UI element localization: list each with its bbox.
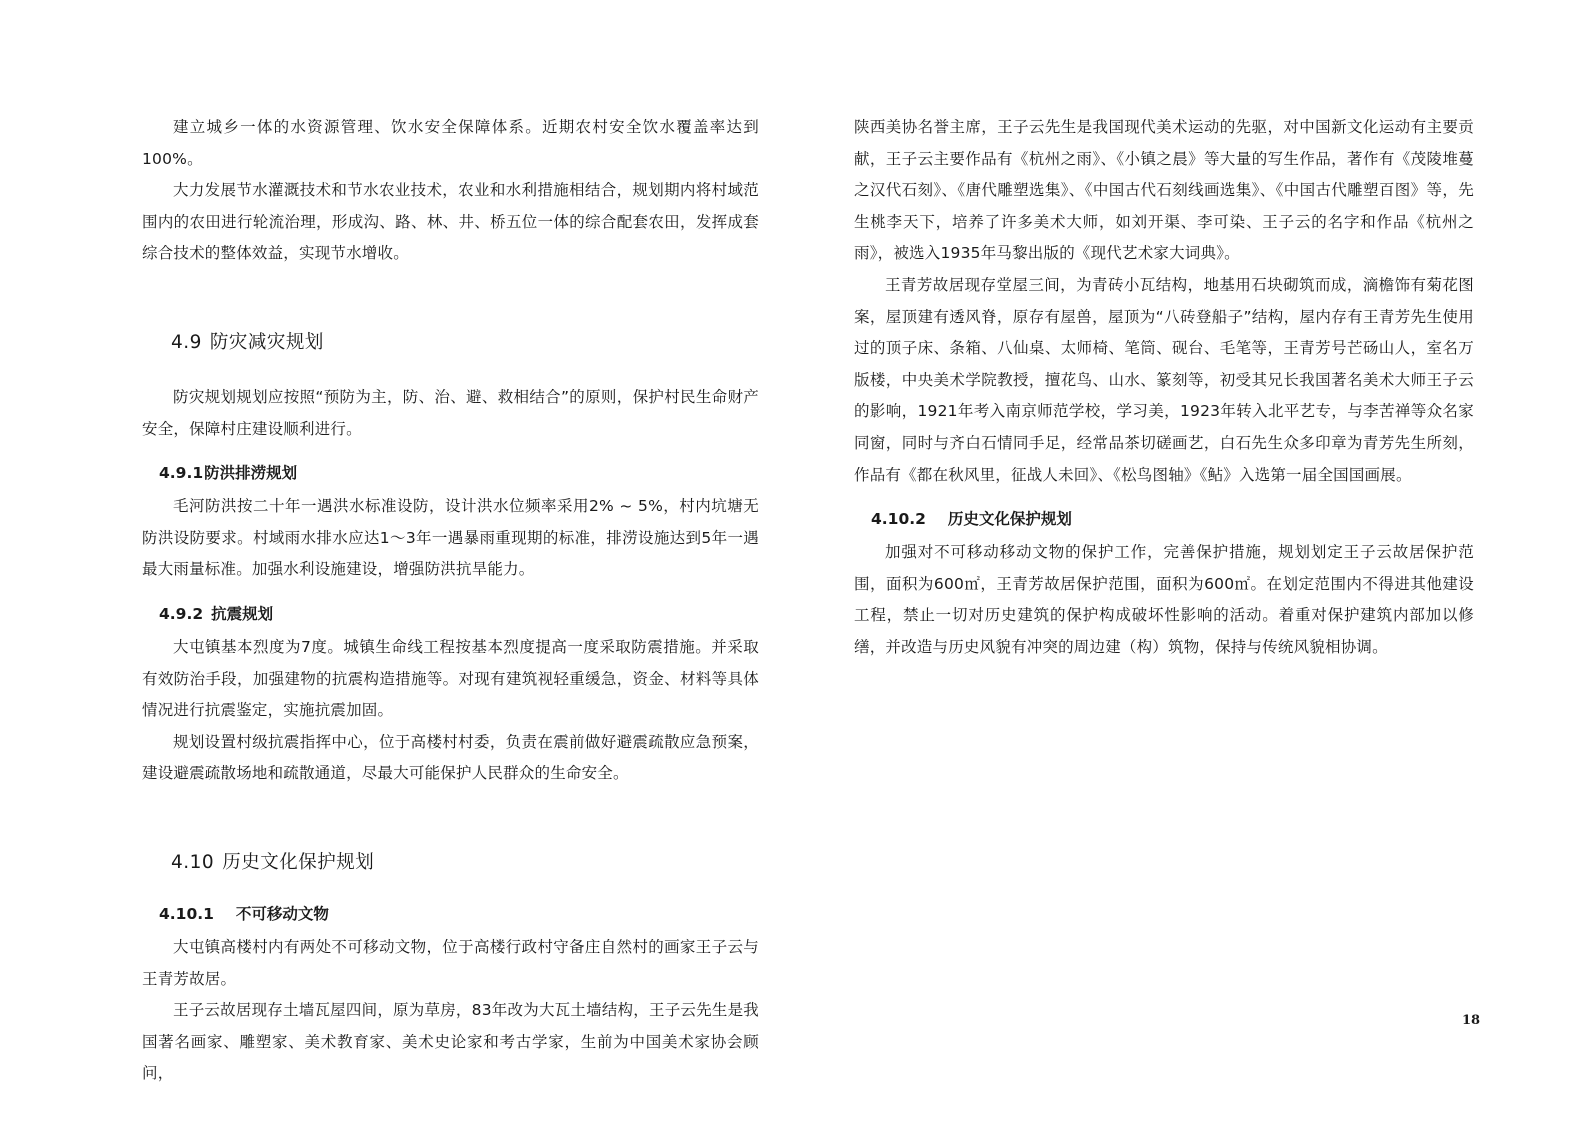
heading-section-4-9 [142,328,759,354]
section-number: 4.9.2 [159,604,204,623]
paragraph-water-saving: 大力发展节水灌溉技术和节水农业技术，农业和水利措施相结合，规划期内将村域范围内的农田进行轮流治理，形成沟、路、林、井、桥五位一体的综合配套农田，发挥成套综合技术的整体效益，实现节水增收。 [142,181,759,263]
section-title: 抗震规划 [211,604,274,623]
section-number: 4.10.2 [871,510,926,529]
paragraph-wang-ziyun-residence: 王子云故居现存土墙瓦屋四间，原为草房，83年改为大瓦土墙结构，王子云先生是我国著名画家、雕塑家、美术教育家、美术史论家和考古学家，生前为中国美术家协会顾问， [142,1001,759,1083]
section-number: 4.10 [171,851,215,873]
section-title: 不可移动文物 [235,904,329,923]
right-column [854,112,1474,664]
heading-section-4-10-1 [142,902,759,924]
paragraph-immovable-relics: 大屯镇高楼村内有两处不可移动文物，位于高楼行政村守备庄自然村的画家王子云与王青芳故居。 [142,937,759,988]
paragraph-wang-ziyun-continued: 陕西美协名誉主席，王子云先生是我国现代美术运动的先驱，对中国新文化运动有主要贡献，王子云主要作品有《杭州之雨》、《小镇之晨》等大量的写生作品，著作有《茂陵堆蔓之汉代石刻》、《唐代雕塑选集》、《中国古代石刻线画选集》、《中国古代雕塑百图》等，先生桃李天下，培养了许多美术大师，如刘开渠、李可染、王子云的名字和作品《杭州之雨》，被选入1935年马黎出版的《现代艺术家大词典》。 [854,118,1474,263]
heading-section-4-10 [142,848,759,874]
section-title: 防洪排涝规划 [204,464,298,483]
paragraph-seismic-b: 规划设置村级抗震指挥中心，位于高楼村村委，负责在震前做好避震疏散应急预案，建设避震疏散场地和疏散通道，尽最大可能保护人民群众的生命安全。 [142,732,759,783]
section-title: 历史文化保护规划 [222,851,375,873]
section-title: 防灾减灾规划 [209,331,324,353]
paragraph-seismic-a: 大屯镇基本烈度为7度。城镇生命线工程按基本烈度提高一度采取防震措施。并采取有效防治手段，加强建物的抗震构造措施等。对现有建筑视轻重缓急，资金、材料等具体情况进行抗震鉴定，实施抗震加固。 [142,637,759,720]
heading-section-4-10-2 [854,507,1474,529]
paragraph-heritage-protection: 加强对不可移动移动文物的保护工作，完善保护措施，规划划定王子云故居保护范围，面积为600㎡，王青芳故居保护范围，面积为600㎡。在划定范围内不得进其他建设工程，禁止一切对历史建筑的保护构成破坏性影响的活动。着重对保护建筑内部加以修缮，并改造与历史风貌有冲突的周边建（构）筑物，保持与传统风貌相协调。 [854,543,1474,656]
heading-section-4-9-2 [142,602,759,624]
paragraph-wang-qingfang-residence: 王青芳故居现存堂屋三间，为青砖小瓦结构，地基用石块砌筑而成，滴檐饰有菊花图案，屋顶建有透风脊，原存有屋兽，屋顶为“八砖登船子”结构，屋内存有王青芳先生使用过的顶子床、条箱、八仙桌、太师椅、笔筒、砚台、毛笔等，王青芳号芒砀山人，室名万版楼，中央美术学院教授，擅花鸟、山水、篆刻等，初受其兄长我国著名美术大师王子云的影响，1921年考入南京师范学校，学习美，1923年转入北平艺专，与李苦禅等众名家同窗，同时与齐白石情同手足，经常品茶切磋画艺，白石先生众多印章为青芳先生所刻，作品有《都在秋风里，征战人未回》、《松鸟图轴》《鲇》入选第一届全国国画展。 [854,275,1474,484]
page-number: 18 [1462,1013,1481,1028]
section-number: 4.10.1 [159,904,214,923]
heading-section-4-9-1 [142,461,759,483]
paragraph-water-supply: 建立城乡一体的水资源管理、饮水安全保障体系。近期农村安全饮水覆盖率达到100%。 [142,118,759,168]
left-column [142,112,759,1090]
paragraph-disaster-prevention: 防灾规划规划应按照“预防为主，防、治、避、救相结合”的原则，保护村民生命财产安全，保障村庄建设顺利进行。 [142,387,759,438]
section-number: 4.9 [171,331,202,353]
paragraph-flood-control: 毛河防洪按二十年一遇洪水标准设防，设计洪水位频率采用2% ~ 5%，村内坑塘无防洪设防要求。村域雨水排水应达1～3年一遇暴雨重现期的标准，排涝设施达到5年一遇最大雨量标准。加强水利设施建设，增强防洪抗旱能力。 [142,497,759,579]
section-number: 4.9.1 [159,464,204,483]
section-title: 历史文化保护规划 [947,510,1072,529]
